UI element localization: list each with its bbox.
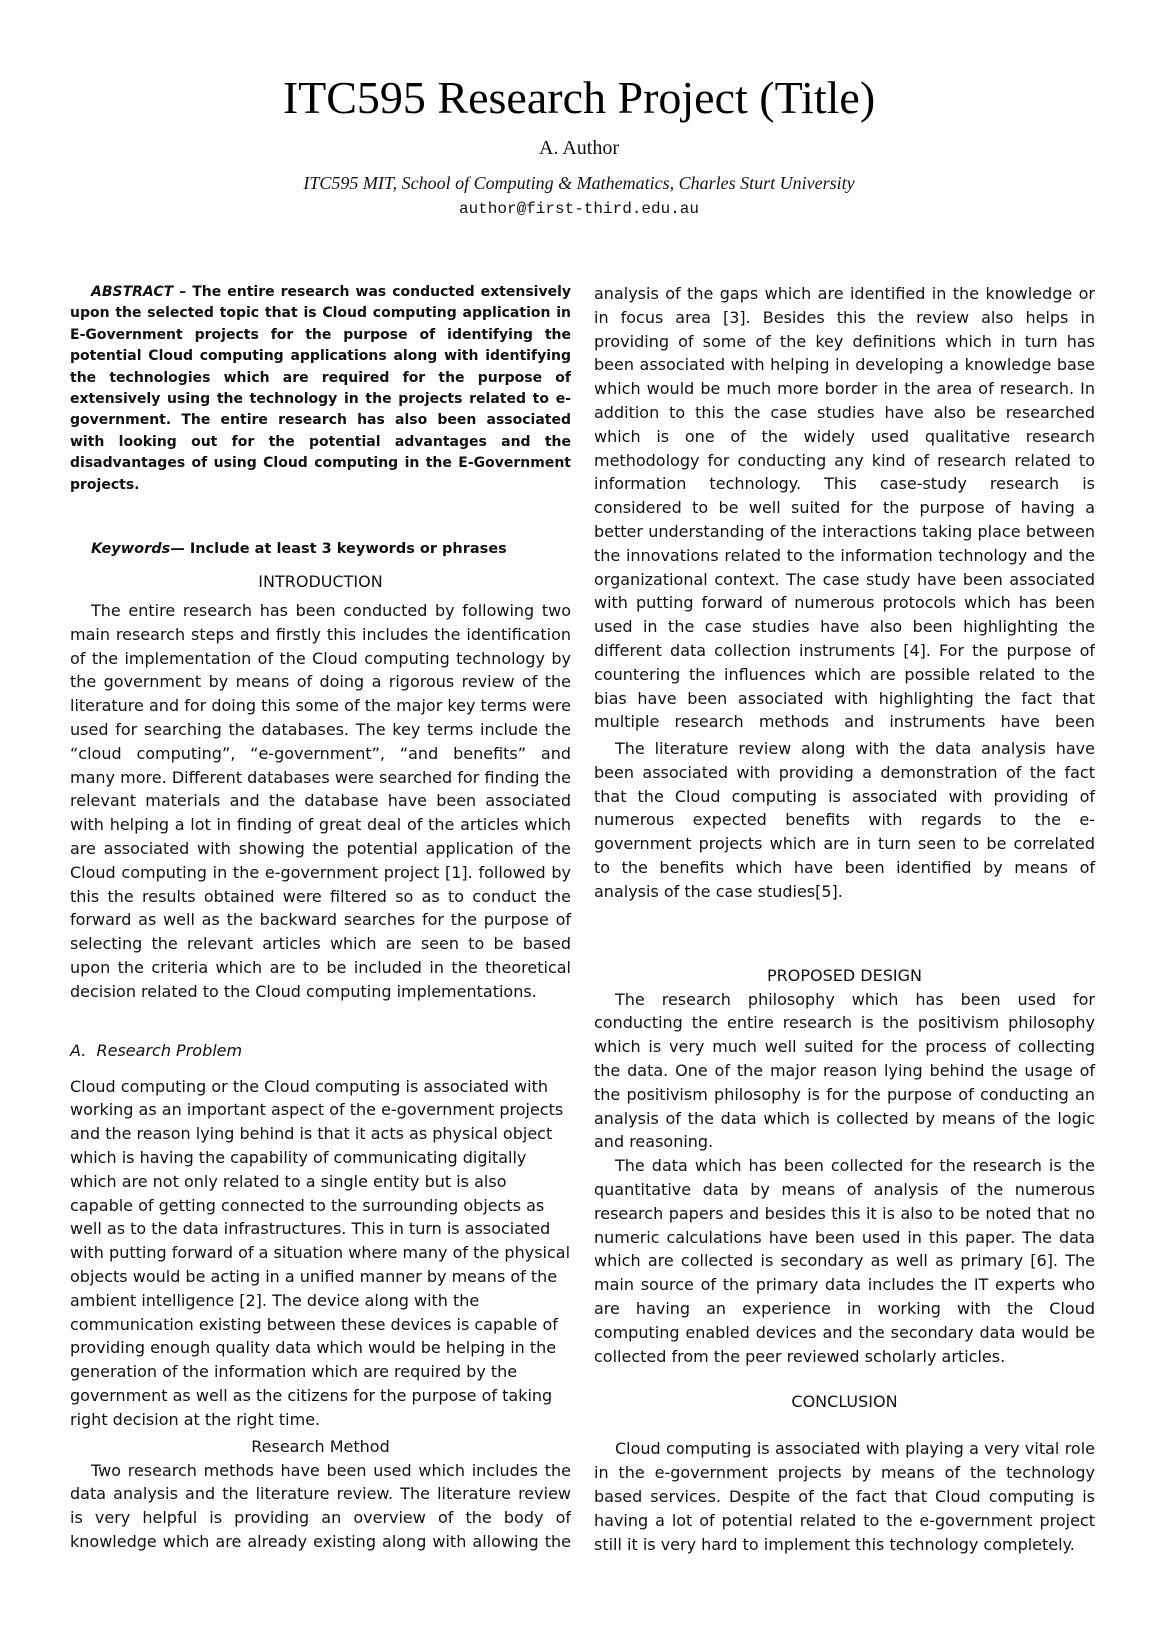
author-affiliation: ITC595 MIT, School of Computing & Mathematics, Charles Sturt University — [303, 173, 855, 193]
keywords-label: Keywords — [91, 541, 171, 558]
research-method-heading: Research Method — [251, 1436, 390, 1456]
abstract-separator: – — [173, 284, 193, 300]
keywords — [70, 539, 571, 560]
abstract-text: The entire research was conducted extensively upon the selected topic that is Cloud computing application in E-Government projects for the purpose of identifying the potential Cloud computing applications along with identifying the technologies which are required for the purpose of extensively using the technology in the projects related to e-government. The entire research has also been associated with looking out for the potential advantages and the disadvantages of using Cloud computing in the E-Government projects. — [70, 284, 572, 493]
left-column — [70, 282, 571, 1555]
conclusion-paragraph: Cloud computing is associated with playing a very vital role in the e-government projects by means of the technology based services. Despite of the fact that Cloud computing is having a lot of potential related to the e-government project still it is very hard to implement this technology completely. — [594, 1439, 1095, 1554]
proposed-design-paragraph-2: The data which has been collected for the research is the quantitative data by means of analysis of the numerous research papers and besides this it is also to be noted that no numeric calculations have been used in this paper. The data which are collected is secondary as well as primary [6]. The main source of the primary data includes the IT experts who are having an experience in working with the Cloud computing enabled devices and the secondary data would be collected from the peer reviewed scholarly articles. — [594, 1156, 1095, 1366]
conclusion-heading: CONCLUSION — [791, 1392, 898, 1412]
keywords-text: Include at least 3 keywords or phrases — [189, 541, 507, 558]
introduction-heading: INTRODUCTION — [258, 572, 383, 592]
proposed-design-heading: PROPOSED DESIGN — [767, 965, 922, 985]
research-method-paragraph-2: The literature review along with the data analysis have been associated with providing a demonstration of the fact that the Cloud computing is associated with providing of numerous expected benefits with regards to the e-government projects which are in turn seen to be correlated to the benefits which have been identified by means of analysis of the case studies[5]. — [594, 739, 1095, 901]
abstract-label: ABSTRACT — [91, 284, 174, 300]
author-email: author@first-third.edu.au — [458, 200, 700, 218]
research-method-paragraph-1-continued: analysis of the gaps which are identified in the knowledge or in focus area [3]. Besides this the review also helps in providing of some of the key definitions which in turn has been associated with helping in developing a knowledge base which would be much more border in the area of research. In addition to this the case studies have also be researched which is one of the widely used qualitative research methodology for conducting any kind of research related to information technology. This case-study research is considered to be well suited for the purpose of having a better understanding of the interactions taking place between the innovations related to the information technology and the organizational context. The case study have been associated with putting forward of numerous protocols which has been used in the case studies have also been highlighting the different data collection instruments [4]. For the purpose of countering the influences which are possible related to the bias have been associated with highlighting the fact that multiple research methods and instruments have been — [594, 284, 1095, 732]
research-problem-heading: A. Research Problem — [70, 1040, 243, 1060]
research-problem-paragraph: Cloud computing or the Cloud computing is associated with working as an important aspect of the e-government projects and the reason lying behind is that it acts as physical object which is having the capability of communicating digitally which are not only related to a single entity but is also capable of getting connected to the surrounding objects as well as to the data infrastructures. This in turn is associated with putting forward of a situation where many of the physical objects would be acting in a unified manner by means of the ambient intelligence [2]. The device along with the communication existing between these devices is capable of providing enough quality data which would be helping in the generation of the information which are required by the government as well as the citizens for the purpose of taking right decision at the right time. — [70, 1076, 571, 1429]
keywords-separator: — — [170, 541, 190, 558]
proposed-design-paragraph-1: The research philosophy which has been used for conducting the entire research is the positivism philosophy which is very much well suited for the process of collecting the data. One of the major reason lying behind the usage of the positivism philosophy is for the purpose of conducting an analysis of the data which is collected by means of the logic and reasoning. — [594, 989, 1095, 1152]
research-method-paragraph-1: Two research methods have been used which includes the data analysis and the literature review. The literature review is very helpful is providing an overview of the body of knowledge which are already existing along with allowing the — [70, 1460, 571, 1551]
abstract — [70, 282, 571, 496]
paper-title: ITC595 Research Project (Title) — [282, 72, 876, 123]
author-name: A. Author — [539, 137, 619, 159]
right-column — [594, 282, 1095, 1556]
research-method-continued — [594, 282, 1095, 737]
introduction-paragraph: The entire research has been conducted by following two main research steps and firstly this includes the identification of the implementation of the Cloud computing technology by the government by means of doing a rigorous review of the literature and for doing this some of the major key terms were used for searching the databases. The key terms include the “cloud computing”, “e-government”, “and benefits” and many more. Different databases were searched for finding the relevant materials and the database have been associated with helping a lot in finding of great deal of the articles which are associated with showing the potential application of the Cloud computing in the e-government project [1]. followed by this the results obtained were filtered so as to conduct the forward as well as the backward searches for the purpose of selecting the relevant articles which are seen to be based upon the criteria which are to be included in the theoretical decision related to the Cloud computing implementations. — [70, 601, 571, 1001]
